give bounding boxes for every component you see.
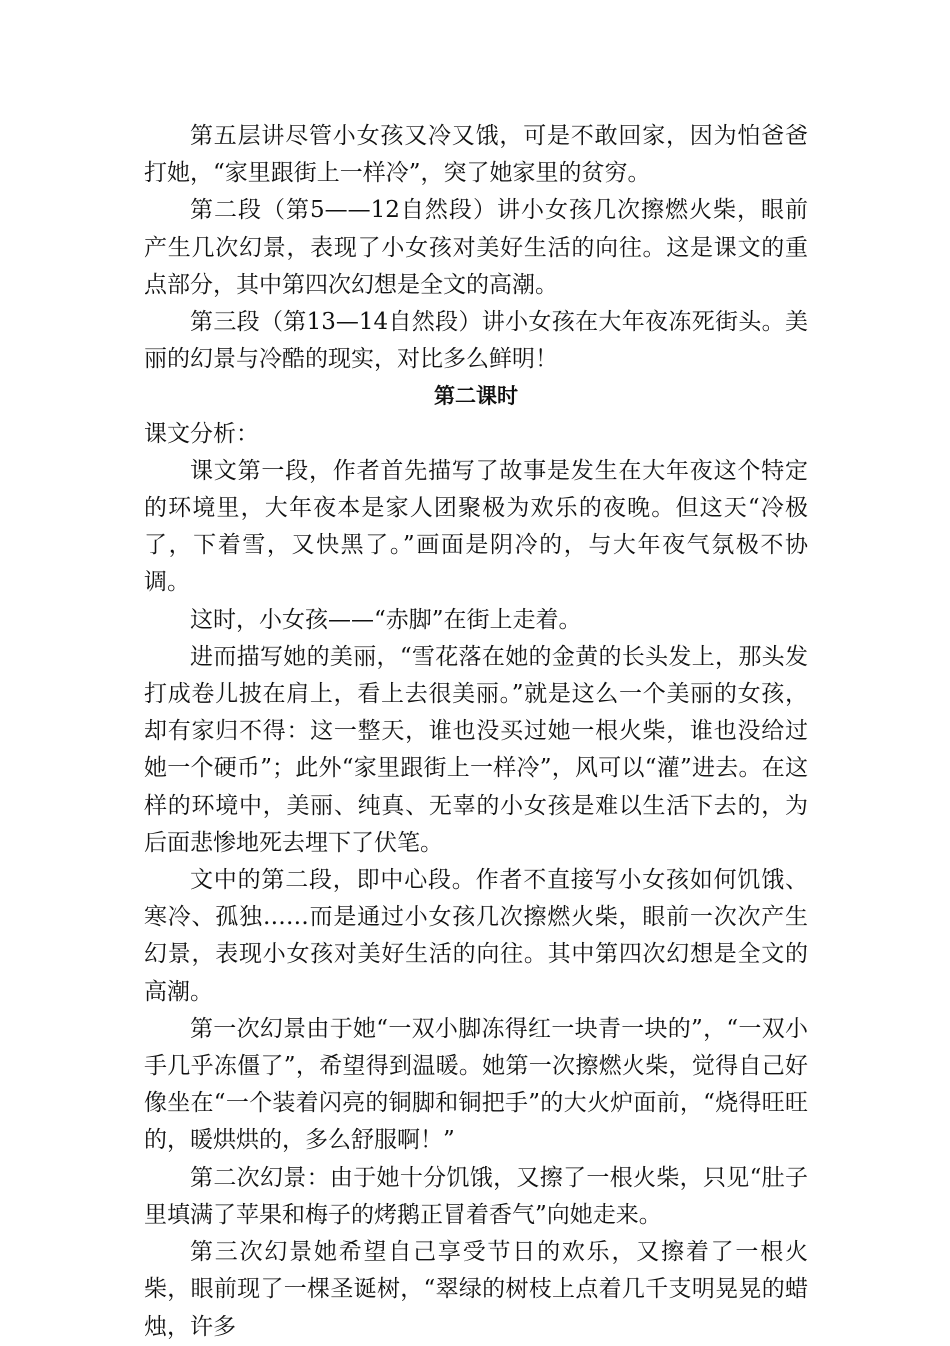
paragraph: 第五层讲尽管小女孩又冷又饿，可是不敢回家，因为怕爸爸打她，“家里跟街上一样冷”，突了她家里的贫穷。: [144, 123, 808, 187]
section-heading: 第二课时: [434, 384, 518, 409]
paragraph: 课文第一段，作者首先描写了故事是发生在大年夜这个特定的环境里，大年夜本是家人团聚极为欢乐的夜晚。但这天“冷极了，下着雪，又快黑了。”画面是阴冷的，与大年夜气氛极不协调。: [144, 457, 808, 596]
paragraph: 文中的第二段，即中心段。作者不直接写小女孩如何饥饿、寒冷、孤独……而是通过小女孩几次擦燃火柴，眼前一次次产生幻景，表现小女孩对美好生活的向往。其中第四次幻想是全文的高潮。: [144, 867, 808, 1005]
paragraph: 进而描写她的美丽，“雪花落在她的金黄的长头发上，那头发打成卷儿披在肩上，看上去很美丽。”就是这么一个美丽的女孩，却有家归不得：这一整天，谁也没买过她一根火柴，谁也没给过她一个硬币”；此外“家里跟街上一样冷”，风可以“灌”进去。在这样的环境中，美丽、纯真、无辜的小女孩是难以生活下去的，为后面悲惨地死去埋下了伏笔。: [144, 643, 808, 856]
paragraph: 第三段（第13—14自然段）讲小女孩在大年夜冻死街头。美丽的幻景与冷酷的现实，对比多么鲜明！: [144, 309, 808, 373]
paragraph: 第二段（第5——12自然段）讲小女孩几次擦燃火柴，眼前产生几次幻景，表现了小女孩对美好生活的向往。这是课文的重点部分，其中第四次幻想是全文的高潮。: [144, 197, 808, 298]
paragraph: 第二次幻景：由于她十分饥饿，又擦了一根火柴，只见“肚子里填满了苹果和梅子的烤鹅正冒着香气”向她走来。: [144, 1164, 808, 1228]
paragraph: 这时，小女孩——“赤脚”在街上走着。: [190, 606, 582, 633]
analysis-label: 课文分析：: [144, 420, 259, 447]
paragraph: 第一次幻景由于她“一双小脚冻得红一块青一块的”，“一双小手几乎冻僵了”，希望得到温暖。她第一次擦燃火柴，觉得自己好像坐在“一个装着闪亮的铜脚和铜把手”的大火炉面前，“烧得旺旺的，暖烘烘的，多么舒服啊！”: [144, 1015, 808, 1154]
paragraph: 第三次幻景她希望自己享受节日的欢乐，又擦着了一根火柴，眼前现了一棵圣诞树，“翠绿的树枝上点着几千支明晃晃的蜡烛，许多: [144, 1239, 808, 1340]
document-page: [144, 118, 808, 1346]
